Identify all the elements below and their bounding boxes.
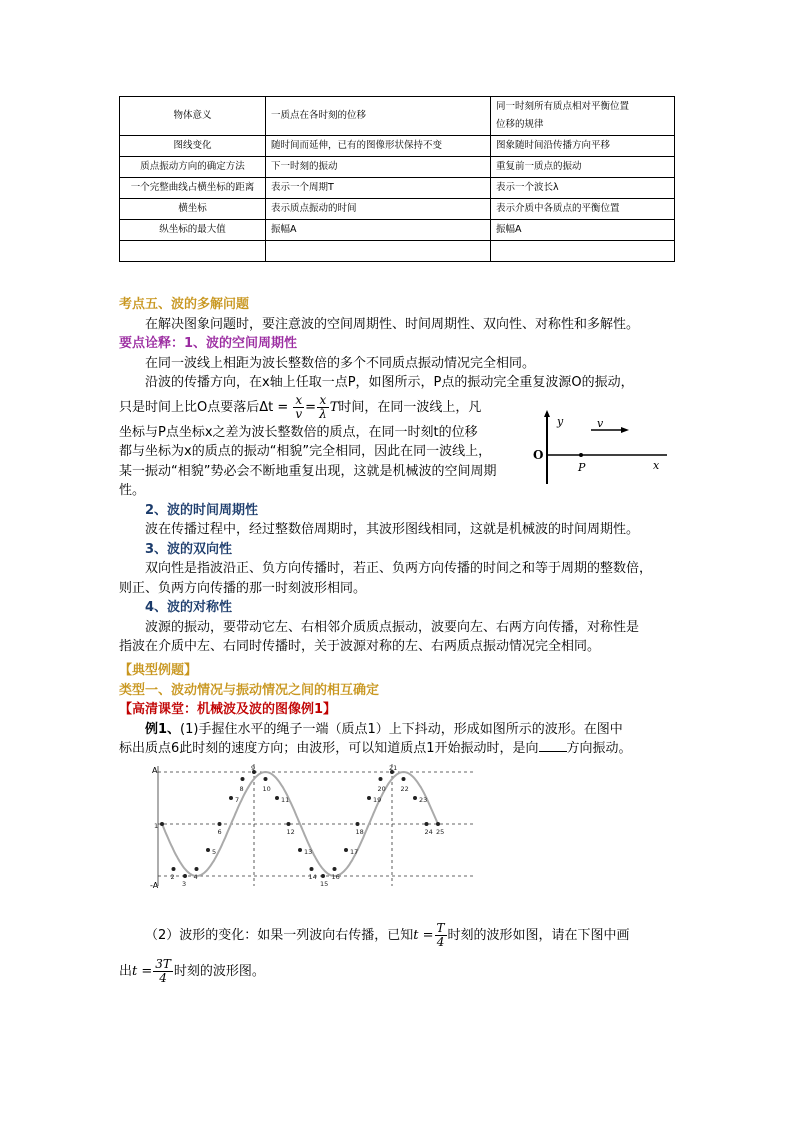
wave-point-label: 18 (355, 828, 364, 836)
wave-point-label: 19 (373, 796, 382, 804)
wave-point-label: 11 (281, 796, 290, 804)
wave-point (264, 777, 268, 781)
row-wave (491, 136, 675, 157)
f3-den: 4 (436, 935, 445, 949)
sub1-p2-rest (119, 423, 529, 501)
p-label: P (578, 461, 586, 474)
wave-point-label: 8 (239, 784, 244, 793)
ex-line1: (1)手握住水平的绳子一端（质点1）上下抖动，形成如图所示的波形。在图中 (180, 721, 623, 737)
row-wave-text: 图象随时间沿传播方向平移 (496, 140, 611, 151)
wave-point-label: 21 (389, 764, 398, 772)
wave-point-label: 14 (308, 873, 317, 882)
f4-num: 3T (155, 957, 171, 971)
sub1-title: 1、波的空间周期性 (184, 336, 298, 351)
rest-line-1: 坐标与P点坐标x之差为波长整数倍的质点，在同一时刻t的位移 (119, 424, 478, 440)
wave-point (379, 777, 383, 781)
part2-line1b: 时刻的波形如图，请在下图中画 (447, 928, 630, 943)
wave-chart (150, 760, 480, 890)
row-label: 质点振动方向的确定方法 (120, 157, 266, 178)
wave-point (344, 848, 348, 852)
rest-line-4: 性。 (119, 483, 146, 498)
fraction-3t-over-4 (153, 958, 173, 985)
row-label: 物体意义 (120, 97, 266, 136)
part2 (119, 920, 679, 992)
course-title: 【高清课堂：机械波及波的图像例1】 (119, 702, 337, 717)
wave-point-label: 13 (304, 848, 313, 856)
fraction-x-over-v (293, 394, 304, 421)
wave-point (287, 822, 291, 826)
wave-point (195, 867, 199, 871)
wave-point (172, 867, 176, 871)
row-vibration: 一质点在各时刻的位移 (266, 97, 491, 136)
wave-point (183, 874, 187, 878)
frac2-den: λ (319, 406, 327, 421)
wave-point-label: 9 (251, 764, 256, 772)
wave-point (275, 796, 279, 800)
f4-den: 4 (159, 971, 167, 985)
wave-point-label: 23 (419, 796, 428, 804)
x-label: x (653, 459, 660, 472)
examples-header: 【典型例题】 (119, 663, 198, 678)
wave-point (356, 822, 360, 826)
wave-point (333, 867, 337, 871)
row-wave (491, 178, 675, 199)
wave-point-label: 12 (286, 828, 295, 836)
velocity-arrow-icon (621, 427, 629, 433)
frac2-num: x (317, 394, 329, 408)
examples (119, 661, 679, 759)
wave-point-label: 25 (436, 828, 445, 836)
o-label: O (533, 448, 544, 462)
answer-blank[interactable] (539, 739, 567, 752)
table-row (120, 178, 675, 199)
wave-point (367, 796, 371, 800)
wave-point (425, 822, 429, 826)
wave-point (310, 867, 314, 871)
row-wave (491, 220, 675, 241)
ex-line2b: 方向振动。 (566, 741, 632, 756)
row-wave-text: 振幅A (496, 224, 522, 235)
row-wave-text: 表示介质中各质点的平衡位置 (496, 203, 620, 214)
wave-curve (162, 772, 438, 876)
wave-point (436, 822, 440, 826)
label-minus-a: -A (150, 881, 159, 890)
sub2-p: 波在传播过程中，经过整数倍周期时，其波形图线相同，这就是机械波的时间周期性。 (145, 522, 640, 537)
rest-line-3: 某一振动“相貌”势必会不断地重复出现，这就是机械波的空间周期 (119, 463, 497, 479)
wave-point-label: 2 (170, 873, 175, 882)
ex-line2a: 标出质点6此时刻的速度方向；由波形，可以知道质点1开始振动时，是向 (119, 741, 539, 756)
wave-point (402, 777, 406, 781)
wave-point (160, 822, 164, 826)
sub1-p1: 在同一波线上相距为波长整数倍的多个不同质点振动情况完全相同。 (145, 355, 536, 371)
sub4-p1: 波源的振动，要带动它左、右相邻介质质点振动，波要向左、右两方向传播，对称性是 (145, 619, 640, 635)
wave-point-label: 20 (377, 784, 386, 793)
point-p (579, 453, 583, 457)
wave-point-label: 5 (212, 848, 217, 856)
sub1-p2-line1: 沿波的传播方向，在x轴上任取一点P，如图所示，P点的振动完全重复波源O的振动， (145, 375, 634, 390)
frac1-num: x (295, 392, 303, 407)
sub3-title: 3、波的双向性 (145, 541, 233, 557)
row-vibration (266, 241, 491, 262)
wave-point-label: 6 (217, 828, 222, 836)
part2-line2b: 时刻的波形图。 (173, 964, 265, 979)
fraction-t-over-4 (435, 922, 447, 949)
sub1-p2-line2b: 时间，在同一波线上，凡 (338, 399, 482, 415)
wave-point (229, 796, 233, 800)
sub1-p2-line2a: 只是时间上比O点要落后Δt = (119, 399, 289, 415)
row-vibration: 振幅A (266, 220, 491, 241)
row-label: 纵坐标的最大值 (120, 220, 266, 241)
t-eq-2: t = (132, 964, 153, 979)
part2-line2a: 出 (119, 964, 133, 979)
wave-point-label: 3 (182, 880, 187, 888)
ex-label: 例1、 (145, 721, 181, 737)
table-row (120, 97, 675, 136)
key-label: 要点诠释： (119, 336, 185, 351)
section5-intro: 在解决图象问题时，要注意波的空间周期性、时间周期性、双向性、对称性和多解性。 (145, 316, 640, 332)
equals: = (305, 399, 317, 415)
sub3-p2: 则正、负两方向传播的那一时刻波形相同。 (119, 580, 367, 596)
row-wave-text: 同一时刻所有质点相对平衡位置 (496, 101, 630, 112)
comparison-table (119, 96, 675, 262)
f3-num: T (436, 921, 445, 935)
sub3-p1: 双向性是指波沿正、负方向传播时，若正、负两方向传播的时间之和等于周期的整数倍， (145, 561, 653, 576)
y-label: y (557, 415, 564, 428)
table-row (120, 199, 675, 220)
part2-line1a: （2）波形的变化：如果一列波向右传播，已知 (145, 928, 414, 943)
wave-point-label: 1 (154, 822, 159, 830)
period-T: T (329, 399, 339, 415)
row-vibration: 下一时刻的振动 (266, 157, 491, 178)
row-wave (491, 241, 675, 262)
wave-point (241, 777, 245, 781)
type1-title: 类型一、波动情况与振动情况之间的相互确定 (119, 682, 380, 698)
wave-point-label: 15 (320, 880, 329, 888)
row-wave-text-2: 位移的规律 (496, 119, 544, 130)
row-vibration: 表示质点振动的时间 (266, 199, 491, 220)
wave-point-label: 17 (350, 848, 359, 856)
wave-point-label: 4 (193, 873, 198, 882)
wave-point-label: 22 (400, 784, 409, 793)
wave-point (298, 848, 302, 852)
row-wave-text: 重复前一质点的振动 (496, 161, 582, 172)
wave-point-label: 10 (262, 784, 271, 793)
row-label: 横坐标 (120, 199, 266, 220)
row-label: 一个完整曲线占横坐标的距离 (120, 178, 266, 199)
section5-title: 考点五、波的多解问题 (119, 297, 250, 312)
row-wave-text: 表示一个波长λ (496, 182, 559, 193)
wave-point (321, 874, 325, 878)
t-eq-1: t = (413, 928, 434, 943)
row-vibration: 表示一个周期T (266, 178, 491, 199)
rest-line-2: 都与坐标为x的质点的振动“相貌”完全相同，因此在同一波线上， (119, 444, 492, 459)
table-row (120, 136, 675, 157)
row-label: 图线变化 (120, 136, 266, 157)
row-label (120, 241, 266, 262)
table-row (120, 157, 675, 178)
table-row (120, 241, 675, 262)
label-a: A (152, 766, 158, 775)
frac1-den: v (295, 406, 303, 421)
fraction-x-over-lambda (317, 394, 329, 421)
row-wave (491, 199, 675, 220)
sub4-p2: 指波在介质中左、右同时传播时，关于波源对称的左、右两质点振动情况完全相同。 (119, 639, 601, 654)
sub4-title: 4、波的对称性 (145, 600, 233, 615)
wave-point (218, 822, 222, 826)
row-wave (491, 157, 675, 178)
y-arrow-icon (544, 410, 550, 417)
table-row (120, 220, 675, 241)
wave-point-label: 7 (235, 796, 240, 804)
p-diagram (533, 410, 673, 486)
wave-point-label: 24 (424, 828, 433, 836)
row-vibration: 随时间而延伸，已有的图像形状保持不变 (266, 136, 491, 157)
wave-point (413, 796, 417, 800)
wave-point (206, 848, 210, 852)
row-wave (491, 97, 675, 136)
sub2-title: 2、波的时间周期性 (145, 502, 259, 518)
wave-point-label: 16 (331, 873, 340, 882)
v-label: v (597, 417, 604, 430)
